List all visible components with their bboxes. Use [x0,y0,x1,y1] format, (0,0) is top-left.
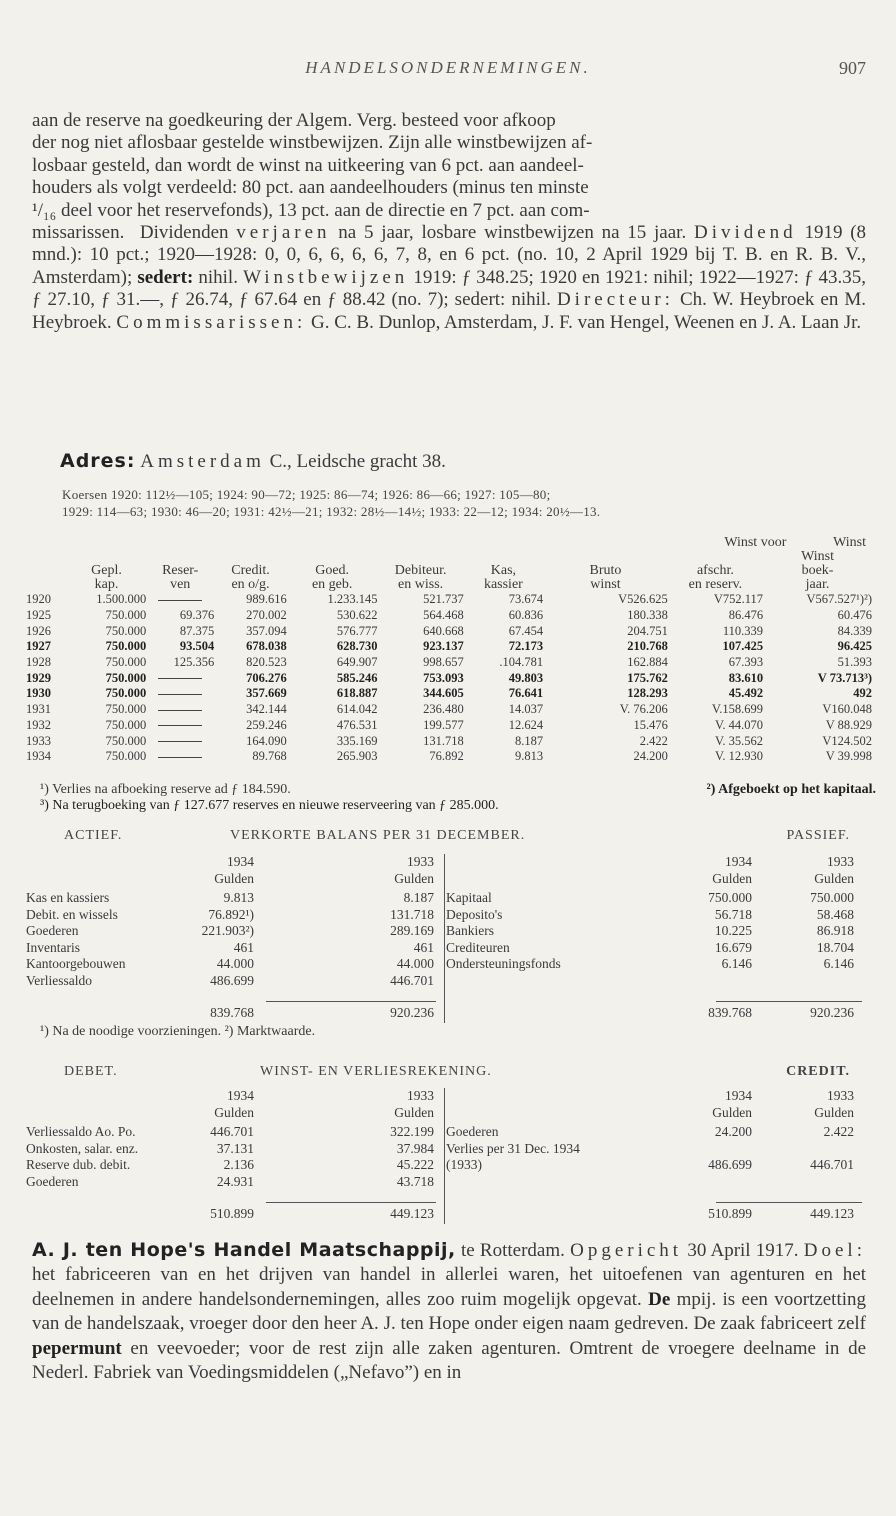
ledger-value: 289.169 [390,923,434,938]
ledger-value: 45.222 [396,1157,434,1172]
total-rule [716,1202,862,1203]
stats-cell: 820.523 [246,655,287,670]
ledger-row-left [26,973,862,989]
winstbewijzen-label: Winstbewijzen [243,266,409,288]
ledger-row-left [26,1174,862,1190]
stats-cell: 750.000 [105,749,147,764]
stats-row [26,686,872,702]
stats-header-winst-voor [668,536,872,550]
stats-row [26,623,872,639]
stats-cell: 265.903 [336,749,378,764]
dividend-tail: nihil. [198,266,238,288]
verjaren-label: verjaren [236,222,331,244]
intro-line: losbaar gesteld, dan wordt de winst na uitkeering van 6 pct. aan aandeel- [32,154,584,176]
ledger-value: 24.931 [216,1173,254,1189]
stats-cell: V 88.929 [825,717,872,732]
stats-cell: 51.393 [837,655,872,670]
unit-label: Gulden [394,871,434,886]
dividend-text: 1919 (8 mnd.): 10 pct.; 1920—1928: 0, 0, 6, 6, 6, 6, 7, 8, en 6 pct. (no. 10, 2 April 1929 bij T. B. en R. B. V., Amsterdam); [32,222,867,288]
stats-cell: 618.887 [336,686,378,701]
address-label: Adres: [60,450,136,472]
doel-text: het fabriceeren van en het drijven van handel in allerlei waren, het uitoefenen van agenturen en het deelnemen in andere handelsondernemingen, alles zoo ruim mogelijk opgevat. [32,1264,866,1310]
unit-label: Gulden [394,1105,434,1120]
address-rest: C., Leidsche gracht 38. [269,451,446,472]
stats-year: 1928 [26,655,51,670]
stats-dash [146,733,214,749]
stats-cell: 67.393 [728,655,764,670]
unit-label: Gulden [214,1105,254,1120]
ledger-item-label: Goederen [446,1124,499,1139]
stats-cell: 8.187 [514,733,544,748]
balance-sheet [26,854,862,1032]
stats-cell: 125.356 [173,655,215,670]
total-value: 510.899 [210,1206,254,1221]
ledger-value: 486.699 [708,1157,752,1172]
address-city: Amsterdam [140,451,265,472]
stats-cell: V. 12.930 [715,749,764,764]
unit-label: Gulden [214,871,254,886]
opgericht-label: Opgericht [570,1240,683,1261]
ledger-value: 43.718 [396,1173,434,1189]
ledger-value: 24.200 [714,1124,752,1139]
stats-row [26,702,872,718]
stats-dash [146,592,214,608]
company-text: mpij. is een voortzetting van de handelszaak, vroeger door den heer A. J. ten Hope onder eigen naam gedreven. De zaak fabriceert zelf [32,1288,867,1335]
ledger-item-label: Debit. en wissels [26,906,118,922]
stats-column-header: Reser- ven [162,563,199,592]
stats-column-header [26,550,67,592]
ledger-row-right [26,907,862,923]
stats-cell: 93.504 [179,639,215,654]
stats-cell: 585.246 [336,670,378,685]
dash-rule [158,678,202,679]
ledger-value: 76.892¹) [208,906,254,922]
ledger-value: 18.704 [816,939,854,955]
page-header [0,58,896,88]
dividend-paragraph: missarissen. Dividenden verjaren na 5 jaar, losbare winstbewijzen na 15 jaar. Dividend 1919 (8 mnd.): 10 pct.; 1920—1928: 0, 0, 6, 6, 6, 6, 7, 8, en 6 pct. (no. 10, 2 April 1929 bij T. B. en R. B. V., Amsterdam); sedert: nihil. Winstbewijzen 1919: ƒ 348.25; 1920 en 1921: nihil; 1922—1927: ƒ 43.35, ƒ 27.10, ƒ 31.—, ƒ 26.74, ƒ 67.64 en ƒ 88.42 (no. 7); sedert: nihil. Directeur: Ch. W. Heybroek en M. Heybroek. Commissarissen: G. C. B. Dunlop, Amsterdam, J. F. van Hengel, Weenen en J. A. Laan Jr. [32,222,867,333]
stats-cell: 649.907 [336,655,378,670]
commissarissen-text: G. C. B. Dunlop, Amsterdam, J. F. van Hengel, Weenen en J. A. Laan Jr. [311,311,862,333]
dash-rule [158,757,202,758]
stats-cell: 180.338 [627,608,668,623]
ledger-row-right [26,956,862,972]
stats-cell: V567.527¹)²) [806,592,872,607]
stats-cell: V124.502 [822,733,872,748]
stats-cell: 342.144 [246,702,287,717]
dividend-sedert: sedert: [137,266,194,288]
stats-header-text: Winst voor [724,535,787,550]
wv-left-head: DEBET. [64,1064,118,1079]
verjaren-text: na 5 jaar, losbare winstbewijzen na 15 jaar. [338,222,687,244]
stats-cell: 750.000 [105,623,147,638]
stats-year: 1934 [26,749,51,764]
stats-cell: V. 35.562 [715,733,764,748]
stats-cell: V 39.998 [825,749,872,764]
stats-row [26,749,872,765]
stats-cell: 750.000 [105,733,147,748]
ledger-value: 461 [233,939,254,955]
ledger-item-label: Onkosten, salar. enz. [26,1140,139,1156]
ledger-value: 221.903²) [201,923,254,938]
stats-cell: 750.000 [105,670,147,685]
unit-label: Gulden [814,871,854,886]
ledger-item-label: Inventaris [26,939,80,955]
ledger-year-row [26,1088,862,1104]
stats-cell: 128.293 [627,686,668,701]
stats-column-header: Credit. en o/g. [231,563,270,592]
stats-column-header: Winst boek- jaar. [801,549,834,592]
year-label: 1933 [407,854,434,869]
footnote: ³) Na terugboeking van ƒ 127.677 reserves en nieuwe reserveering van ƒ 285.000. [40,798,499,813]
table-footnotes [40,782,876,814]
ledger-row-right [26,1124,862,1140]
ledger-value: 44.000 [396,956,434,971]
ledger-value: 446.701 [390,972,434,988]
stats-dash [146,670,214,686]
stats-cell: 576.777 [336,623,378,638]
commissarissen-label: Commissarissen: [116,311,307,333]
stats-cell: V526.625 [618,592,668,607]
company-de: De [648,1288,671,1310]
year-label: 1933 [827,1088,854,1103]
stats-cell: 530.622 [336,608,378,623]
unit-label: Gulden [814,1105,854,1120]
stats-cell: 210.768 [627,639,668,654]
stats-cell: 989.616 [246,592,287,607]
wv-title: WINST- EN VERLIESREKENING. [260,1064,492,1079]
ledger-value: 446.701 [210,1124,254,1139]
profit-loss-account [26,1088,862,1232]
stats-cell: 131.718 [423,733,464,748]
ledger-value: 44.000 [216,956,254,971]
ledger-value: 2.136 [223,1157,254,1172]
company-entry [32,1238,866,1385]
winstbewijzen-text: 1919: ƒ 348.25; 1920 en 1921: nihil; 1922—1927: ƒ 43.35, ƒ 27.10, ƒ 31.—, ƒ 26.74, ƒ 67.64 en ƒ 88.42 (no. 7); sedert: nihil. [32,266,867,311]
stats-cell: 49.803 [508,670,544,685]
dash-rule [158,600,202,601]
stats-cell: 69.376 [179,608,215,623]
ledger-item-label: Verliessaldo Ao. Po. [26,1124,136,1139]
company-place: te Rotterdam. [461,1240,565,1261]
stats-column-header: Gepl. kap. [91,563,122,592]
stats-cell: 614.042 [336,702,378,717]
ledger-value: 486.699 [210,972,254,988]
stats-row [26,733,872,749]
total-value: 839.768 [210,1005,254,1020]
stats-cell: 640.668 [423,623,464,638]
stats-cell: V.158.699 [711,702,764,717]
ledger-item-label: Kas en kassiers [26,890,110,905]
ledger-value: 58.468 [816,906,854,922]
stats-cell: 73.674 [508,592,544,607]
ledger-item-label: Bankiers [446,923,494,938]
year-label: 1933 [827,854,854,869]
stats-row [26,639,872,655]
stats-cell: 60.836 [508,608,544,623]
ledger-value: 10.225 [714,923,752,938]
balans-left-head: ACTIEF. [64,828,123,843]
ledger-item-label: Verlies per 31 Dec. 1934 [446,1140,580,1156]
stats-cell: 72.173 [508,639,544,654]
stats-column-header: afschr. en reserv. [688,563,743,592]
stats-year: 1927 [26,639,51,654]
stats-dash [146,718,214,734]
stats-year: 1925 [26,608,51,623]
footnote: ²) Afgeboekt op het kapitaal. [706,782,876,797]
stats-cell: 678.038 [246,639,287,654]
stats-cell: 164.090 [246,733,287,748]
total-value: 920.236 [810,1005,854,1020]
stats-cell: 357.669 [246,686,287,701]
stats-cell: 60.476 [837,608,872,623]
stats-cell: V752.117 [713,592,764,607]
ledger-item-label: (1933) [446,1157,482,1172]
stats-cell: 89.768 [252,749,287,764]
unit-label: Gulden [712,1105,752,1120]
stats-year: 1931 [26,702,51,717]
ledger-row-right [26,890,862,906]
stats-cell: 175.762 [627,670,668,685]
stats-cell: 564.468 [423,608,464,623]
stats-cell: 750.000 [105,702,147,717]
directeur-text: Ch. W. Heybroek en M. Heybroek. [32,289,867,333]
ledger-value: 2.422 [823,1124,854,1139]
ledger-value: 6.146 [721,956,752,971]
ledger-item-label: Deposito's [446,906,503,922]
ledger-value: 6.146 [823,956,854,971]
stats-row [26,608,872,624]
ledger-item-label: Ondersteuningsfonds [446,956,561,971]
stats-cell: 45.492 [728,686,764,701]
stats-cell: 204.751 [627,623,668,638]
footnote: ¹) Verlies na afboeking reserve ad ƒ 184.590. [40,782,291,797]
stats-column-header: Kas, kassier [483,563,523,592]
ledger-value: 16.679 [714,939,752,955]
stats-dash [146,686,214,702]
stats-cell: 1.233.145 [327,592,378,607]
page-number: 907 [839,58,866,78]
total-value: 920.236 [390,1005,434,1020]
stats-cell: 76.641 [508,686,544,701]
stats-cell: 14.037 [508,702,544,717]
total-value: 839.768 [708,1005,752,1020]
stats-cell: 357.094 [246,623,287,638]
balans-footnote: ¹) Na de noodige voorzieningen. ²) Marktwaarde. [40,1024,316,1039]
stats-year: 1933 [26,733,51,748]
company-name: A. J. ten Hope's Handel Maatschappij, [32,1239,456,1261]
stats-dash [146,749,214,765]
year-label: 1934 [725,1088,752,1103]
ledger-item-label: Verliessaldo [26,972,92,988]
stats-cell: 476.531 [336,717,378,732]
stats-cell: 2.422 [639,733,668,748]
ledger-value: 9.813 [223,890,254,905]
year-label: 1933 [407,1088,434,1103]
stats-cell: 12.624 [508,717,544,732]
stats-column-header: Debiteur. en wiss. [394,563,447,592]
stats-row [26,718,872,734]
stats-cell: 24.200 [633,749,668,764]
stats-cell: 162.884 [627,655,668,670]
ledger-value: 322.199 [390,1124,434,1139]
ledger-value: 750.000 [810,890,854,905]
ledger-row-right [26,940,862,956]
intro-line: der nog niet aflosbaar gestelde winstbewijzen. Zijn alle winstbewijzen af- [32,132,593,154]
doel-label: Doel: [803,1240,866,1261]
stats-cell: 86.476 [728,608,764,623]
stats-year: 1920 [26,592,51,607]
statistics-table [26,536,872,765]
stats-cell: 76.892 [429,749,464,764]
unit-label: Gulden [712,871,752,886]
dividend-label: Dividend [693,222,797,244]
total-rule [266,1001,436,1002]
ledger-item-label: Crediteuren [446,939,510,955]
stats-year: 1932 [26,717,51,732]
intro-line: missarissen. [32,222,125,244]
total-rule [266,1202,436,1203]
stats-cell: 492 [853,686,872,701]
stats-row [26,655,872,671]
intro-paragraph [32,110,866,334]
dash-rule [158,741,202,742]
stats-column-header: Goed. en geb. [311,563,353,592]
ledger-value: 37.984 [396,1140,434,1156]
ledger-value: 750.000 [708,890,752,905]
ledger-unit-row [26,1105,862,1121]
directeur-label: Directeur: [556,289,674,311]
stats-cell: 750.000 [105,717,147,732]
total-value: 449.123 [810,1206,854,1221]
ledger-value: 8.187 [403,890,434,905]
balans-title: VERKORTE BALANS PER 31 DECEMBER. [230,828,526,843]
stats-cell: 259.246 [246,717,287,732]
stats-cell: 750.000 [105,655,147,670]
balans-right-head: PASSIEF. [786,828,850,843]
ledger-value: 461 [413,939,434,955]
stats-cell: V160.048 [822,702,872,717]
stats-year: 1926 [26,623,51,638]
ledger-value: 86.918 [816,923,854,938]
ledger-item-label: Goederen [26,1173,79,1189]
stats-cell: 750.000 [105,608,147,623]
total-value: 510.899 [708,1206,752,1221]
stats-cell: 96.425 [837,639,872,654]
ledger-row-right [26,923,862,939]
stats-cell: 628.730 [336,639,378,654]
stats-cell: 15.476 [633,717,668,732]
stats-dash [146,702,214,718]
stats-cell: 199.577 [423,717,464,732]
year-label: 1934 [227,1088,254,1103]
dash-rule [158,710,202,711]
stats-cell: V. 76.206 [619,702,668,717]
intro-line: ¹/₁₆ deel voor het reservefonds), 13 pct. aan de directie en 7 pct. aan com- [32,199,590,221]
wv-right-head: CREDIT. [786,1064,850,1079]
opgericht-text: 30 April 1917. [687,1240,799,1261]
stats-row [26,670,872,686]
ledger-item-label: Goederen [26,923,79,938]
total-rule [716,1001,862,1002]
ledger-item-label: Kapitaal [446,890,492,905]
stats-cell: 107.425 [722,639,764,654]
ledger-year-row [26,854,862,870]
stats-cell: 84.339 [837,623,872,638]
stats-row [26,592,872,608]
stats-cell: 83.610 [728,670,764,685]
stats-cell: 998.657 [423,655,464,670]
stats-column-header: Bruto winst [589,563,622,592]
stats-cell: 753.093 [423,670,464,685]
dash-rule [158,725,202,726]
stats-cell: 344.605 [423,686,464,701]
total-value: 449.123 [390,1206,434,1221]
stats-cell: V. 44.070 [715,717,764,732]
ledger-value: 131.718 [390,906,434,922]
intro-line: houders als volgt verdeeld: 80 pct. aan aandeelhouders (minus ten minste [32,177,589,199]
stats-cell: .104.781 [499,655,544,670]
stats-cell: 1.500.000 [96,592,147,607]
ledger-unit-row [26,871,862,887]
intro-line: aan de reserve na goedkeuring der Algem. Verg. besteed voor afkoop [32,110,556,131]
address-line [60,450,446,473]
stats-cell: 750.000 [105,686,147,701]
year-label: 1934 [725,854,752,869]
stats-cell: 9.813 [514,749,544,764]
ledger-totals [26,1206,862,1222]
ledger-row-right [26,1141,862,1157]
ledger-item-label: Reserve dub. debit. [26,1157,131,1172]
company-pepermunt: pepermunt [32,1337,122,1359]
ledger-value: 37.131 [216,1140,254,1156]
stats-cell: 67.454 [508,623,544,638]
ledger-item-label: Kantoorgebouwen [26,956,126,971]
koersen-line: Koersen 1920: 112½—105; 1924: 90—72; 1925: 86—74; 1926: 86—66; 1927: 105—80; [62,487,551,502]
dash-rule [158,694,202,695]
stats-cell: 706.276 [246,670,287,685]
stats-cell: 923.137 [423,639,464,654]
stats-cell: 110.339 [722,623,764,638]
stats-cell: 521.737 [423,592,464,607]
koersen-line: 1929: 114—63; 1930: 46—20; 1931: 42½—21; 1932: 28½—14½; 1933: 22—12; 1934: 20½—13. [62,504,601,519]
running-title: HANDELSONDERNEMINGEN. [305,58,591,77]
stats-cell: 236.480 [423,702,464,717]
ledger-totals [26,1005,862,1021]
ledger-value: 56.718 [714,906,752,922]
stats-header-text: Winst [833,535,866,550]
company-text-2: en veevoeder; voor de rest zijn alle zaken agenturen. Omtrent de vroegere deelname in de Nederl. Fabriek van Voedingsmiddelen („Nefavo”) en in [32,1337,867,1384]
stats-cell: 270.002 [246,608,287,623]
stats-cell: 87.375 [179,623,215,638]
koersen-block [62,486,600,520]
stats-year: 1929 [26,670,51,685]
ledger-row-right [26,1157,862,1173]
stats-cell: 335.169 [336,733,378,748]
stats-cell: V 73.713³) [817,670,872,685]
stats-year: 1930 [26,686,51,701]
ledger-value: 446.701 [810,1157,854,1172]
stats-cell: 750.000 [105,639,147,654]
year-label: 1934 [227,854,254,869]
